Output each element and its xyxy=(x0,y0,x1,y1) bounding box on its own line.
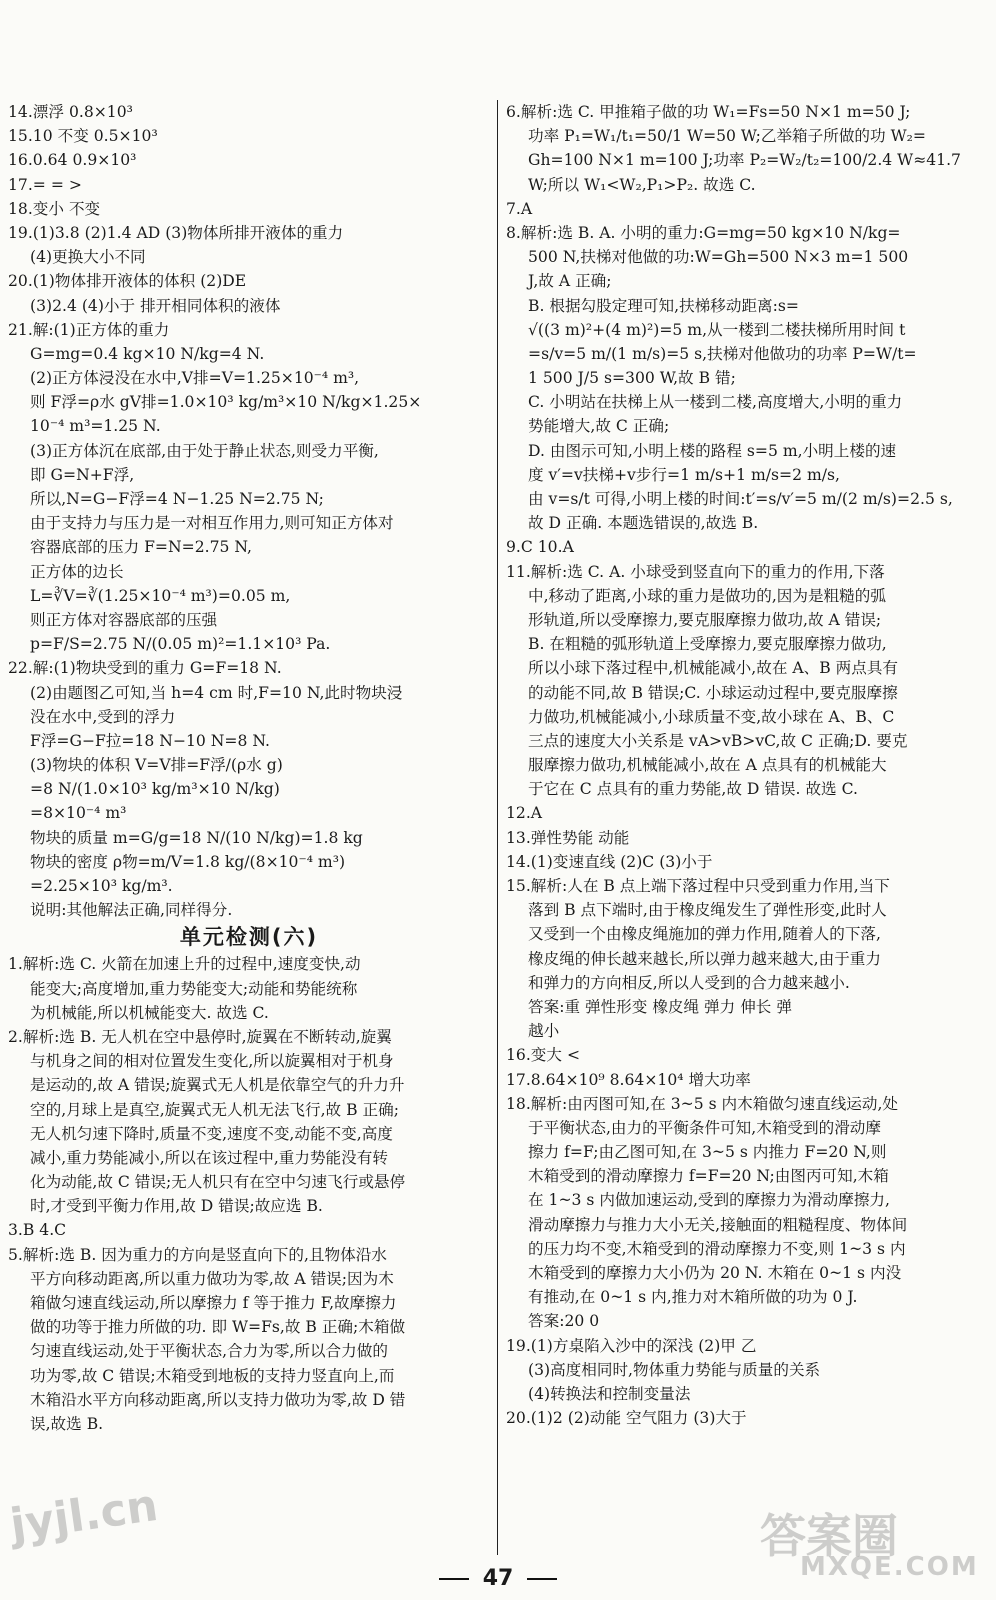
answer-line: 所以小球下落过程中,机械能减小,故在 A、B 两点具有 xyxy=(528,659,899,678)
answer-line: =8 N/(1.0×10³ kg/m³×10 N/kg) xyxy=(30,780,280,799)
answer-line: B. 在粗糙的弧形轨道上受摩擦力,要克服摩擦力做功, xyxy=(528,635,887,654)
answer-line: J,故 A 正确; xyxy=(528,272,612,291)
answer-line: 21.解:(1)正方体的重力 xyxy=(8,320,170,339)
answer-line: 说明:其他解法正确,同样得分. xyxy=(30,901,233,920)
answer-line: (3)高度相同时,物体重力势能与质量的关系 xyxy=(528,1360,821,1379)
answer-line: (3)2.4 (4)小于 排开相同体积的液体 xyxy=(30,296,281,315)
answer-line: 9.C 10.A xyxy=(506,538,574,557)
answer-line: 14.(1)变速直线 (2)C (3)小于 xyxy=(506,852,713,871)
answer-line: 7.A xyxy=(506,199,533,218)
answer-line: 三点的速度大小关系是 vA>vB>vC,故 C 正确;D. 要克 xyxy=(528,731,908,750)
answer-line: =8×10⁻⁴ m³ xyxy=(30,804,127,823)
answer-line: 3.B 4.C xyxy=(8,1221,67,1240)
answer-line: 在 1~3 s 内做加速运动,受到的摩擦力为滑动摩擦力, xyxy=(528,1191,890,1210)
answer-line: 做的功等于推力所做的功. 即 W=Fs,故 B 正确;木箱做 xyxy=(30,1318,406,1337)
answer-line: 是运动的,故 A 错误;旋翼式无人机是依靠空气的升力升 xyxy=(30,1076,405,1095)
answer-line: 落到 B 点下端时,由于橡皮绳发生了弹性形变,此时人 xyxy=(528,901,887,920)
answer-line: 中,移动了距离,小球的重力是做功的,因为是粗糙的弧 xyxy=(528,586,886,605)
answer-line: 20.(1)物体排开液体的体积 (2)DE xyxy=(8,272,247,291)
answer-line: =s/v=5 m/(1 m/s)=5 s,扶梯对他做功的功率 P=W/t= xyxy=(528,344,917,363)
answer-line: 功为零,故 C 错误;木箱受到地板的支持力竖直向上,而 xyxy=(30,1366,395,1385)
answer-line: G=mg=0.4 kg×10 N/kg=4 N. xyxy=(30,344,265,363)
watermark-url: MXQE.COM xyxy=(800,1552,979,1582)
answer-line: 15.解析:人在 B 点上端下落过程中只受到重力作用,当下 xyxy=(506,877,890,895)
answer-line: 又受到一个由橡皮绳施加的弹力作用,随着人的下落, xyxy=(528,925,881,944)
answer-line: 越小 xyxy=(528,1022,560,1041)
answer-line: 2.解析:选 B. 无人机在空中悬停时,旋翼在不断转动,旋翼 xyxy=(8,1027,392,1046)
answer-line: 14.漂浮 0.8×10³ xyxy=(8,103,133,121)
answer-line: F浮=G−F拉=18 N−10 N=8 N. xyxy=(30,731,270,750)
section-heading: 单元检测(六) xyxy=(179,925,319,950)
answer-line: 势能增大,故 C 正确; xyxy=(528,417,670,436)
answer-line: 由于支持力与压力是一对相互作用力,则可知正方体对 xyxy=(30,514,394,533)
answer-line: 物块的质量 m=G/g=18 N/(10 N/kg)=1.8 kg xyxy=(30,828,363,847)
answer-line: 19.(1)3.8 (2)1.4 AD (3)物体所排开液体的重力 xyxy=(8,223,344,242)
answer-line: 正方体的边长 xyxy=(30,562,124,581)
answer-line: 化为动能,故 C 错误;无人机只有在空中匀速飞行或悬停 xyxy=(30,1173,406,1192)
answer-line: 的压力均不变,木箱受到的滑动摩擦力不变,则 1~3 s 内 xyxy=(528,1239,906,1258)
answer-line: 服摩擦力做功,机械能减小,故在 A 点具有的机械能大 xyxy=(528,756,887,775)
answer-line: 则正方体对容器底部的压强 xyxy=(30,610,218,629)
answer-line: 木箱受到的摩擦力大小仍为 20 N. 木箱在 0~1 s 内没 xyxy=(528,1264,902,1282)
watermark-logo-right: 答案圈 xyxy=(760,1509,898,1563)
answer-line: =2.25×10³ kg/m³. xyxy=(30,877,173,895)
answer-line: 时,才受到平衡力作用,故 D 错误;故应选 B. xyxy=(30,1197,323,1216)
answer-line: 没在水中,受到的浮力 xyxy=(30,707,176,726)
answer-line: 17.8.64×10⁹ 8.64×10⁴ 增大功率 xyxy=(506,1070,751,1089)
right-column xyxy=(506,100,990,1430)
answer-line: (2)由题图乙可知,当 h=4 cm 时,F=10 N,此时物块浸 xyxy=(30,683,403,702)
answer-line: 22.解:(1)物块受到的重力 G=F=18 N. xyxy=(8,659,282,678)
answer-line: 8.解析:选 B. A. 小明的重力:G=mg=50 kg×10 N/kg= xyxy=(506,223,901,242)
answer-line: p=F/S=2.75 N/(0.05 m)²=1.1×10³ Pa. xyxy=(30,635,331,654)
answer-line: C. 小明站在扶梯上从一楼到二楼,高度增大,小明的重力 xyxy=(528,393,903,412)
answer-line: 减小,重力势能减小,所以在该过程中,重力势能没有转 xyxy=(30,1148,388,1167)
watermark-logo-left: jyjl.cn xyxy=(7,1479,161,1552)
answer-line: 容器底部的压力 F=N=2.75 N, xyxy=(30,538,252,557)
answer-line: L=∛V=∛(1.25×10⁻⁴ m³)=0.05 m, xyxy=(30,586,291,605)
answer-line: 1.解析:选 C. 火箭在加速上升的过程中,速度变快,动 xyxy=(8,955,361,974)
answer-line: 空的,月球上是真空,旋翼式无人机无法飞行,故 B 正确; xyxy=(30,1100,399,1119)
answer-line: 木箱沿水平方向移动距离,所以支持力做功为零,故 D 错 xyxy=(30,1390,406,1409)
answer-line: 1 500 J/5 s=300 W,故 B 错; xyxy=(528,369,736,388)
answer-line: Gh=100 N×1 m=100 J;功率 P₂=W₂/t₂=100/2.4 W≈41.7 xyxy=(528,151,961,170)
answer-line: (2)正方体浸没在水中,V排=V=1.25×10⁻⁴ m³, xyxy=(30,369,360,388)
answer-line: √((3 m)²+(4 m)²)=5 m,从一楼到二楼扶梯所用时间 t xyxy=(528,320,906,339)
answer-line: 于它在 C 点具有的重力势能,故 D 错误. 故选 C. xyxy=(528,780,858,799)
answer-line: 无人机匀速下降时,质量不变,速度不变,动能不变,高度 xyxy=(30,1124,393,1143)
answer-line: 为机械能,所以机械能变大. 故选 C. xyxy=(30,1003,269,1022)
answer-line: 15.10 不变 0.5×10³ xyxy=(8,127,158,146)
answer-line: 与机身之间的相对位置发生变化,所以旋翼相对于机身 xyxy=(30,1052,394,1071)
answer-line: 18.变小 不变 xyxy=(8,199,101,218)
answer-line: 形轨道,所以受摩擦力,要克服摩擦力做功,故 A 错误; xyxy=(528,610,882,629)
answer-line: (3)物块的体积 V=V排=F浮/(ρ水 g) xyxy=(30,756,283,775)
page-number: 47 xyxy=(482,1566,514,1591)
answer-line: 力做功,机械能减小,小球质量不变,故小球在 A、B、C xyxy=(528,707,895,726)
answer-line: 匀速直线运动,处于平衡状态,合力为零,所以合力做的 xyxy=(30,1342,388,1361)
answer-line: 擦力 f=F;由乙图可知,在 3~5 s 内推力 F=20 N,则 xyxy=(528,1143,887,1162)
answer-line: 能变大;高度增加,重力势能变大;动能和势能统称 xyxy=(30,979,358,998)
answer-line: 即 G=N+F浮, xyxy=(30,465,135,484)
answer-line: 答案:20 0 xyxy=(528,1312,600,1331)
column-divider xyxy=(497,100,498,1555)
answer-line: 10⁻⁴ m³=1.25 N. xyxy=(30,417,161,436)
footer-dash-left xyxy=(439,1578,469,1580)
answer-line: D. 由图示可知,小明上楼的路程 s=5 m,小明上楼的速 xyxy=(528,441,897,460)
answer-line: 答案:重 弹性形变 橡皮绳 弹力 伸长 弹 xyxy=(528,997,792,1016)
answer-line: 故 D 正确. 本题选错误的,故选 B. xyxy=(528,514,759,533)
answer-line: 有推动,在 0~1 s 内,推力对木箱所做的功为 0 J. xyxy=(528,1288,858,1307)
answer-line: 误,故选 B. xyxy=(30,1414,104,1433)
answer-line: 平方向移动距离,所以重力做功为零,故 A 错误;因为木 xyxy=(30,1269,394,1288)
answer-line: W;所以 W₁<W₂,P₁>P₂. 故选 C. xyxy=(528,175,756,194)
answer-line: (3)正方体沉在底部,由于处于静止状态,则受力平衡, xyxy=(30,441,379,460)
footer-dash-right xyxy=(527,1578,557,1580)
answer-line: 18.解析:由丙图可知,在 3~5 s 内木箱做匀速直线运动,处 xyxy=(506,1094,899,1113)
answer-line: 度 v′=v扶梯+v步行=1 m/s+1 m/s=2 m/s, xyxy=(528,465,840,484)
answer-line: 12.A xyxy=(506,804,543,823)
answer-line: B. 根据勾股定理可知,扶梯移动距离:s= xyxy=(528,296,799,315)
answer-line: (4)转换法和控制变量法 xyxy=(528,1384,691,1403)
answer-line: 所以,N=G−F浮=4 N−1.25 N=2.75 N; xyxy=(30,490,324,508)
answer-line: 和弹力的方向相反,所以人受到的合力越来越小. xyxy=(528,973,850,992)
answer-line: 功率 P₁=W₁/t₁=50/1 W=50 W;乙举箱子所做的功 W₂= xyxy=(528,127,926,146)
answer-line: 20.(1)2 (2)动能 空气阻力 (3)大于 xyxy=(506,1409,747,1428)
answer-line: 橡皮绳的伸长越来越长,所以弹力越来越大,由于重力 xyxy=(528,949,881,968)
answer-line: 6.解析:选 C. 甲推箱子做的功 W₁=Fs=50 N×1 m=50 J; xyxy=(506,103,911,121)
answer-line: 箱做匀速直线运动,所以摩擦力 f 等于推力 F,故摩擦力 xyxy=(30,1294,397,1312)
answer-line: 由 v=s/t 可得,小明上楼的时间:t′=s/v′=5 m/(2 m/s)=2.5 s, xyxy=(528,490,953,508)
answer-line: 16.变大 < xyxy=(506,1046,581,1065)
answer-line: 11.解析:选 C. A. 小球受到竖直向下的重力的作用,下落 xyxy=(506,562,885,581)
answer-line: 木箱受到的滑动摩擦力 f=F=20 N;由图丙可知,木箱 xyxy=(528,1167,889,1186)
answer-line: 17.= = > xyxy=(8,175,82,194)
answer-line: 于平衡状态,由力的平衡条件可知,木箱受到的滑动摩 xyxy=(528,1118,881,1137)
answer-line: 13.弹性势能 动能 xyxy=(506,828,630,847)
answer-line: 滑动摩擦力与推力大小无关,接触面的粗糙程度、物体间 xyxy=(528,1215,908,1234)
answer-line: 19.(1)方桌陷入沙中的深浅 (2)甲 乙 xyxy=(506,1336,757,1355)
answer-line: (4)更换大小不同 xyxy=(30,248,146,267)
answer-line: 16.0.64 0.9×10³ xyxy=(8,151,137,170)
answer-line: 的动能不同,故 B 错误;C. 小球运动过程中,要克服摩擦 xyxy=(528,683,898,702)
answer-line: 5.解析:选 B. 因为重力的方向是竖直向下的,且物体沿水 xyxy=(8,1245,387,1264)
left-column xyxy=(8,100,490,1436)
answer-line: 则 F浮=ρ水 gV排=1.0×10³ kg/m³×10 N/kg×1.25× xyxy=(30,393,422,412)
answer-line: 物块的密度 ρ物=m/V=1.8 kg/(8×10⁻⁴ m³) xyxy=(30,852,346,871)
answer-line: 500 N,扶梯对他做的功:W=Gh=500 N×3 m=1 500 xyxy=(528,248,909,267)
